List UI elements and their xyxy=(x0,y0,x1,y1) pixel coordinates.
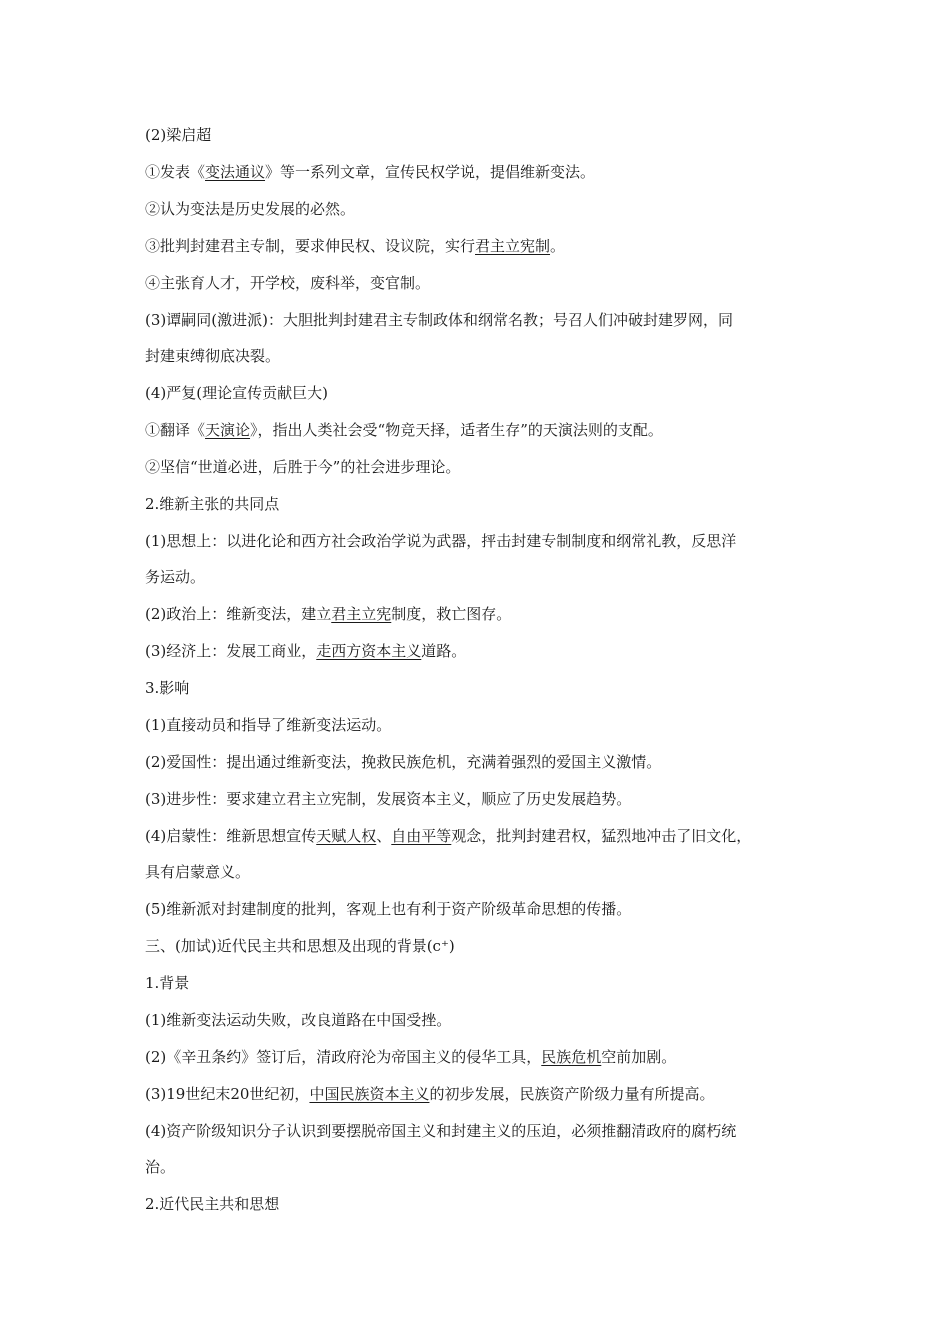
underlined-term: 中国民族资本主义 xyxy=(309,1085,430,1103)
paragraph-line: 封建束缚彻底决裂。 xyxy=(145,347,281,365)
paragraph-line: (5)维新派对封建制度的批判，客观上也有利于资产阶级革命思想的传播。 xyxy=(145,900,632,918)
paragraph-line: (1)直接动员和指导了维新变法运动。 xyxy=(145,716,392,734)
paragraph-line: ①翻译《天演论》，指出人类社会受“物竞天择，适者生存”的天演法则的支配。 xyxy=(145,421,663,439)
underlined-term: 走西方资本主义 xyxy=(316,642,422,660)
paragraph-line: (4)启蒙性：维新思想宣传天赋人权、自由平等观念，批判封建君权，猛烈地冲击了旧文化， xyxy=(145,827,752,845)
paragraph-line: (2)爱国性：提出通过维新变法，挽救民族危机，充满着强烈的爱国主义激情。 xyxy=(145,753,662,771)
heading-liang-qichao: (2)梁启超 xyxy=(145,126,212,144)
paragraph-line: (1)维新变法运动失败，改良道路在中国受挫。 xyxy=(145,1011,452,1029)
underlined-term: 民族危机 xyxy=(541,1048,602,1066)
paragraph-line: ④主张育人才，开学校，废科举，变官制。 xyxy=(145,274,431,292)
paragraph-line: ②坚信“世道必进，后胜于今”的社会进步理论。 xyxy=(145,458,461,476)
paragraph-line: (2)《辛丑条约》签订后，清政府沦为帝国主义的侵华工具，民族危机空前加剧。 xyxy=(145,1048,677,1066)
paragraph-line: ②认为变法是历史发展的必然。 xyxy=(145,200,356,218)
section-heading: 2.近代民主共和思想 xyxy=(145,1195,280,1213)
paragraph-line: (4)资产阶级知识分子认识到要摆脱帝国主义和封建主义的压迫，必须推翻清政府的腐朽统 xyxy=(145,1122,737,1140)
paragraph-line: (3)进步性：要求建立君主立宪制，发展资本主义，顺应了历史发展趋势。 xyxy=(145,790,632,808)
heading-tan-sitong: (3)谭嗣同(激进派)：大胆批判封建君主专制政体和纲常名教；号召人们冲破封建罗网，同 xyxy=(145,311,733,329)
section-heading: 3.影响 xyxy=(145,679,190,697)
underlined-term: 天赋人权 xyxy=(316,827,377,845)
paragraph-line: (3)经济上：发展工商业，走西方资本主义道路。 xyxy=(145,642,467,660)
underlined-term: 自由平等 xyxy=(391,827,452,845)
heading-yan-fu: (4)严复(理论宣传贡献巨大) xyxy=(145,384,328,402)
paragraph-line: 务运动。 xyxy=(145,568,206,586)
paragraph-line: (3)19世纪末20世纪初，中国民族资本主义的初步发展，民族资产阶级力量有所提高。 xyxy=(145,1085,715,1103)
underlined-term: 君主立宪制 xyxy=(475,237,551,255)
underlined-term: 天演论 xyxy=(205,421,251,439)
underlined-term: 君主立宪 xyxy=(331,605,392,623)
section-heading: 1.背景 xyxy=(145,974,190,992)
section-heading: 三、(加试)近代民主共和思想及出现的背景(c⁺) xyxy=(145,937,455,955)
section-heading: 2.维新主张的共同点 xyxy=(145,495,280,513)
paragraph-line: 具有启蒙意义。 xyxy=(145,863,251,881)
paragraph-line: ①发表《变法通议》等一系列文章，宣传民权学说，提倡维新变法。 xyxy=(145,163,596,181)
paragraph-line: 治。 xyxy=(145,1158,176,1176)
paragraph-line: (1)思想上：以进化论和西方社会政治学说为武器，抨击封建专制制度和纲常礼教，反思洋 xyxy=(145,532,737,550)
document-page xyxy=(145,124,835,1230)
paragraph-line: (2)政治上：维新变法，建立君主立宪制度，救亡图存。 xyxy=(145,605,512,623)
paragraph-line: ③批判封建君主专制，要求伸民权、设议院，实行君主立宪制。 xyxy=(145,237,566,255)
underlined-term: 变法通议 xyxy=(205,163,266,181)
